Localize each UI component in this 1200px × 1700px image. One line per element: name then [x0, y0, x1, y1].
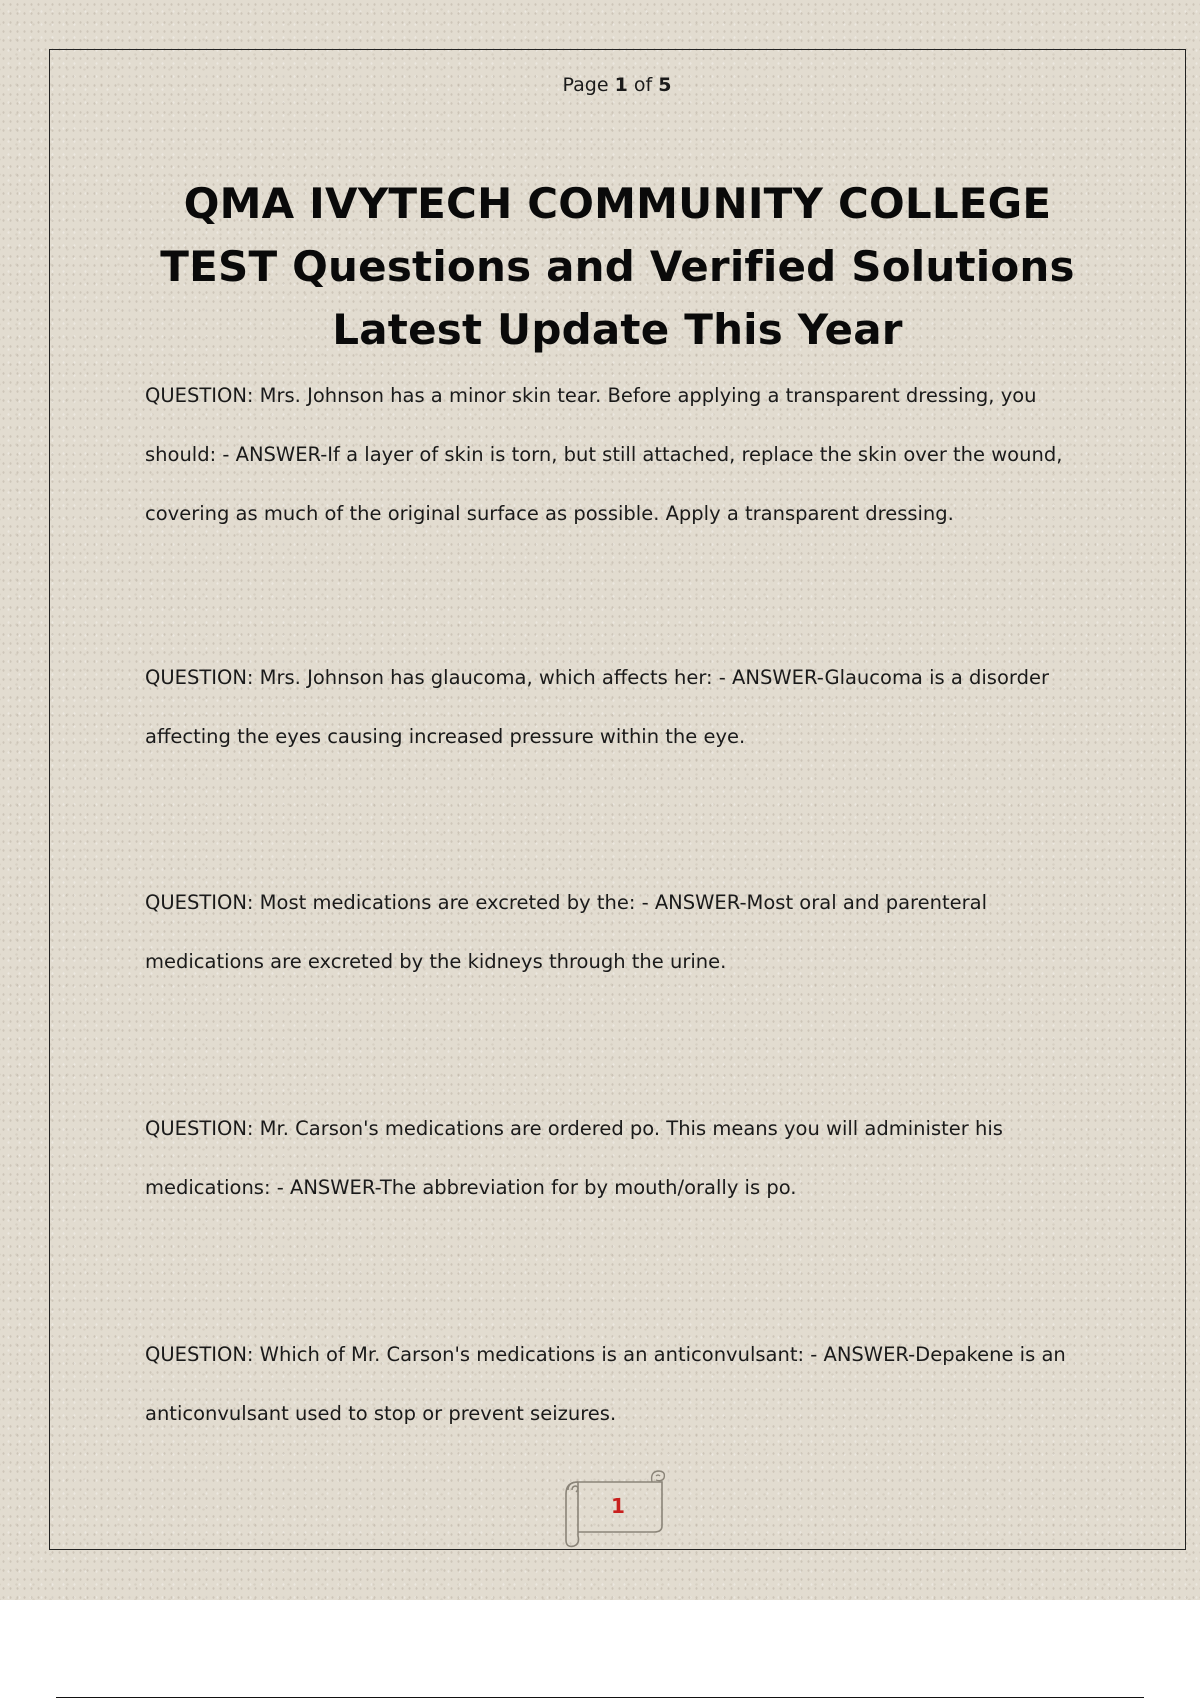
question-answer-2: QUESTION: Mrs. Johnson has glaucoma, which affects her: - ANSWER-Glaucoma is a disorder affecting the eyes causing increased pressure within the eye. [145, 666, 1049, 748]
question-answer-3: QUESTION: Most medications are excreted by the: - ANSWER-Most oral and parenteral medications are excreted by the kidneys through the urine. [145, 891, 988, 973]
page-counter [0, 74, 1200, 96]
question-answer-1: QUESTION: Mrs. Johnson has a minor skin tear. Before applying a transparent dressing, you should: - ANSWER-If a layer of skin is torn, but still attached, replace the skin over the wound, covering as much of the original surface as possible. Apply a transparent dressing. [145, 384, 1063, 525]
question-answer-5: QUESTION: Which of Mr. Carson's medications is an anticonvulsant: - ANSWER-Depakene is an anticonvulsant used to stop or prevent seizures. [145, 1343, 1066, 1425]
page-number-badge [556, 1468, 676, 1548]
bottom-divider [56, 1697, 1144, 1698]
question-answer-4: QUESTION: Mr. Carson's medications are ordered po. This means you will administer his medications: - ANSWER-The abbreviation for by mouth/orally is po. [145, 1117, 1003, 1199]
page-counter-total: 5 [658, 74, 672, 96]
page-number: 1 [611, 1494, 625, 1518]
page-counter-current: 1 [614, 74, 628, 96]
document-title: QMA IVYTECH COMMUNITY COLLEGE TEST Questions and Verified Solutions Latest Update This Year [160, 179, 1075, 354]
page-counter-prefix: Page [562, 74, 615, 96]
page-counter-middle: of [627, 74, 659, 96]
